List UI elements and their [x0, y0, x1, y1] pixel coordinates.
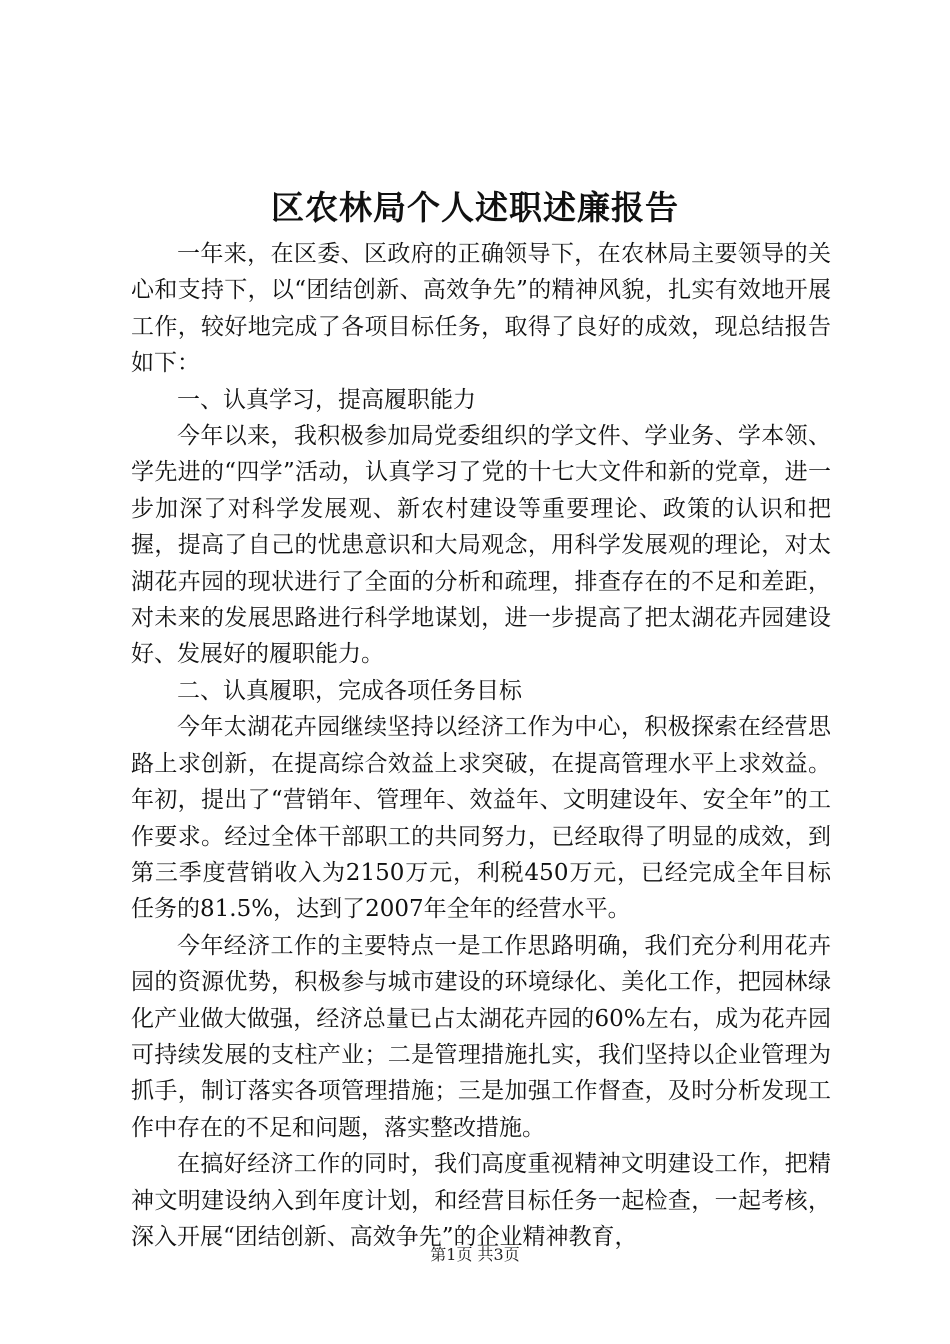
economy-paragraph: 今年太湖花卉园继续坚持以经济工作为中心，积极探索在经营思路上求创新，在提高综合效益上求突破，在提高管理水平上求效益。年初，提出了“营销年、管理年、效益年、文明建设年、安全年”的工作要求。经过全体干部职工的共同努力，已经取得了明显的成效，到第三季度营销收入为2150万元，利税450万元，已经完成全年目标任务的81.5%，达到了2007年全年的经营水平。: [131, 714, 831, 923]
page-number-footer: 第1页 共3页: [430, 1245, 520, 1264]
features-paragraph: 今年经济工作的主要特点一是工作思路明确，我们充分利用花卉园的资源优势，积极参与城市建设的环境绿化、美化工作，把园林绿化产业做大做强，经济总量已占太湖花卉园的60%左右，成为花卉园可持续发展的支柱产业；二是管理措施扎实，我们坚持以企业管理为抓手，制订落实各项管理措施；三是加强工作督查，及时分析发现工作中存在的不足和问题，落实整改措施。: [131, 932, 831, 1141]
section-heading-1: 一、认真学习，提高履职能力: [177, 386, 476, 413]
document-body: [131, 236, 831, 1255]
civilization-paragraph: 在搞好经济工作的同时，我们高度重视精神文明建设工作，把精神文明建设纳入到年度计划，和经营目标任务一起检查，一起考核，深入开展“团结创新、高效争先”的企业精神教育，: [131, 1151, 831, 1250]
document-title: 区农林局个人述职述廉报告: [271, 188, 679, 227]
section-heading-2: 二、认真履职，完成各项任务目标: [177, 677, 522, 704]
intro-paragraph: 一年来，在区委、区政府的正确领导下，在农林局主要领导的关心和支持下，以“团结创新、高效争先”的精神风貌，扎实有效地开展工作，较好地完成了各项目标任务，取得了良好的成效，现总结报告如下：: [131, 241, 831, 377]
study-paragraph: 今年以来，我积极参加局党委组织的学文件、学业务、学本领、学先进的“四学”活动，认真学习了党的十七大文件和新的党章，进一步加深了对科学发展观、新农村建设等重要理论、政策的认识和把握，提高了自己的忧患意识和大局观念，用科学发展观的理论，对太湖花卉园的现状进行了全面的分析和疏理，排查存在的不足和差距，对未来的发展思路进行科学地谋划，进一步提高了把太湖花卉园建设好、发展好的履职能力。: [131, 423, 831, 668]
